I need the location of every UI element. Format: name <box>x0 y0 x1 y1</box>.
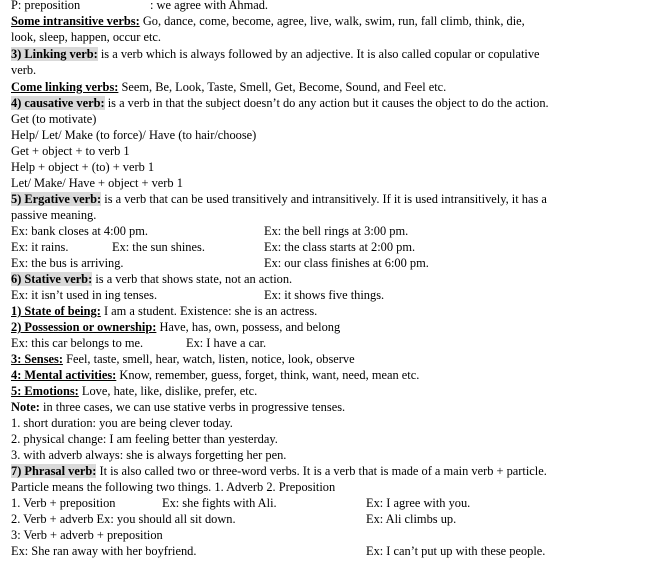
phrasal-last-left: Ex: She ran away with her boyfriend. <box>11 544 197 558</box>
note-line <box>11 399 345 415</box>
particle-line: Particle means the following two things. 1. Adverb 2. Preposition <box>11 480 336 494</box>
possession-example-row <box>11 335 267 351</box>
causative-line-3: Get + object + to verb 1 <box>11 144 130 158</box>
mental-heading: 4: Mental activities: <box>11 368 117 382</box>
causative-heading: 4) causative verb: <box>11 96 105 110</box>
phrasal-heading: 7) Phrasal verb: <box>11 464 97 478</box>
state-of-being-line <box>11 303 317 319</box>
ergative-example-mid: Ex: the sun shines. <box>112 240 205 254</box>
preposition-example-line <box>11 0 269 13</box>
stative-heading: 6) Stative verb: <box>11 272 93 286</box>
ergative-example-row-1 <box>11 223 409 239</box>
stative-example-row <box>11 287 385 303</box>
causative-line-1: Get (to motivate) <box>11 112 97 126</box>
intransitive-line <box>11 13 525 29</box>
ergative-example-left: Ex: bank closes at 4:00 pm. <box>11 224 148 238</box>
phrasal-row-left: 2. Verb + adverb Ex: you should all sit down. <box>11 512 236 526</box>
intransitive-text-cont: look, sleep, happen, occur etc. <box>11 30 162 44</box>
preposition-example-text: : we agree with Ahmad. <box>150 0 269 12</box>
linking-line <box>11 46 540 62</box>
senses-text: Feel, taste, smell, hear, watch, listen, notice, look, observe <box>66 352 355 366</box>
common-linking-text: Seem, Be, Look, Taste, Smell, Get, Become, Sound, and Feel etc. <box>121 80 447 94</box>
stative-text: is a verb that shows state, not an action. <box>95 272 293 286</box>
phrasal-row-right: Ex: Ali climbs up. <box>366 512 457 526</box>
ergative-example-row-3 <box>11 255 429 271</box>
stative-case-3: 3. with adverb always: she is always forgetting her pen. <box>11 448 287 462</box>
state-of-being-text: I am a student. Existence: she is an actress. <box>103 304 318 318</box>
ergative-example-row-2 <box>11 239 416 255</box>
stative-example-right: Ex: it shows five things. <box>264 288 385 302</box>
phrasal-row-left: 1. Verb + preposition <box>11 496 116 510</box>
ergative-text-cont: passive meaning. <box>11 208 97 222</box>
phrasal-last-row <box>11 543 546 559</box>
phrasal-three-word: 3: Verb + adverb + preposition <box>11 528 163 542</box>
ergative-line <box>11 191 547 207</box>
note-label: Note: <box>11 400 40 414</box>
phrasal-line <box>11 463 547 479</box>
phrasal-text: It is also called two or three-word verbs. It is a verb that is made of a main verb + particle. <box>99 464 547 478</box>
common-linking-heading: Come linking verbs: <box>11 80 119 94</box>
state-of-being-heading: 1) State of being: <box>11 304 101 318</box>
causative-line-5: Let/ Make/ Have + object + verb 1 <box>11 176 183 190</box>
preposition-label: P: preposition <box>11 0 81 12</box>
common-linking-line <box>11 79 446 95</box>
phrasal-row-1 <box>11 495 471 511</box>
ergative-example-left: Ex: the bus is arriving. <box>11 256 124 270</box>
ergative-example-right: Ex: our class finishes at 6:00 pm. <box>264 256 429 270</box>
ergative-heading: 5) Ergative verb: <box>11 192 102 206</box>
phrasal-row-right: Ex: I agree with you. <box>366 496 471 510</box>
emotions-heading: 5: Emotions: <box>11 384 79 398</box>
mental-line <box>11 367 419 383</box>
phrasal-row-mid: Ex: she fights with Ali. <box>162 496 277 510</box>
stative-case-1: 1. short duration: you are being clever today. <box>11 416 233 430</box>
possession-heading: 2) Possession or ownership: <box>11 320 157 334</box>
causative-text: is a verb in that the subject doesn’t do any action but it causes the object to do the action. <box>107 96 549 110</box>
causative-line <box>11 95 549 111</box>
causative-line-2: Help/ Let/ Make (to force)/ Have (to hair/choose) <box>11 128 257 142</box>
ergative-example-left: Ex: it rains. <box>11 240 69 254</box>
senses-heading: 3: Senses: <box>11 352 63 366</box>
linking-heading: 3) Linking verb: <box>11 47 98 61</box>
linking-text-cont: verb. <box>11 63 37 77</box>
stative-case-2: 2. physical change: I am feeling better than yesterday. <box>11 432 278 446</box>
ergative-example-right: Ex: the class starts at 2:00 pm. <box>264 240 416 254</box>
phrasal-row-2 <box>11 511 457 527</box>
causative-line-4: Help + object + (to) + verb 1 <box>11 160 155 174</box>
stative-line <box>11 271 292 287</box>
ergative-text: is a verb that can be used transitively and intransitively. If it is used intransitively, it has a <box>104 192 547 206</box>
possession-line <box>11 319 340 335</box>
mental-text: Know, remember, guess, forget, think, want, need, mean etc. <box>119 368 420 382</box>
emotions-text: Love, hate, like, dislike, prefer, etc. <box>81 384 258 398</box>
intransitive-heading: Some intransitive verbs: <box>11 14 140 28</box>
linking-text: is a verb which is always followed by an adjective. It is also called copular or copulative <box>100 47 540 61</box>
note-text: in three cases, we can use stative verbs in progressive tenses. <box>43 400 346 414</box>
possession-example-right: Ex: I have a car. <box>186 336 267 350</box>
possession-text: Have, has, own, possess, and belong <box>159 320 341 334</box>
stative-example-left: Ex: it isn’t used in ing tenses. <box>11 288 158 302</box>
emotions-line <box>11 383 257 399</box>
possession-example-left: Ex: this car belongs to me. <box>11 336 144 350</box>
phrasal-last-right: Ex: I can’t put up with these people. <box>366 544 546 558</box>
intransitive-text: Go, dance, come, become, agree, live, walk, swim, run, fall climb, think, die, <box>142 14 525 28</box>
ergative-example-right: Ex: the bell rings at 3:00 pm. <box>264 224 409 238</box>
senses-line <box>11 351 355 367</box>
